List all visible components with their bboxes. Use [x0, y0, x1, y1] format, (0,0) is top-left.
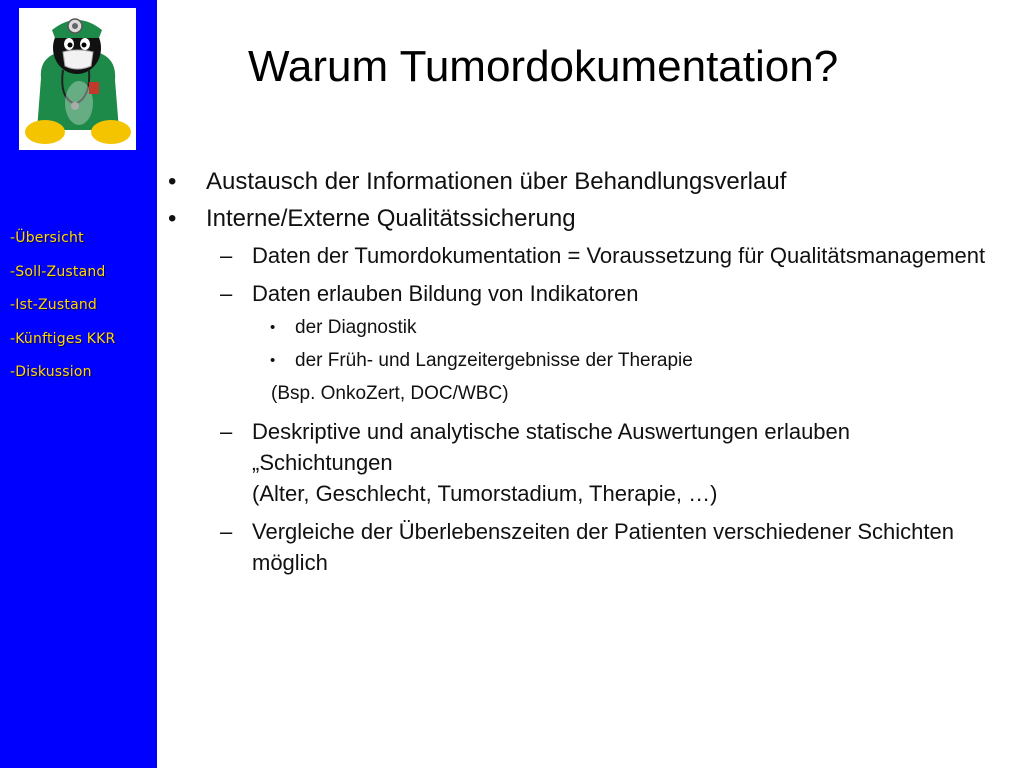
sidebar: [0, 0, 157, 768]
bullet-marker: •: [270, 352, 276, 369]
sub-bullet-text: Daten erlauben Bildung von Indikatoren: [252, 281, 639, 306]
sub-bullet-continuation: (Alter, Geschlecht, Tumorstadium, Therapie, …): [252, 481, 718, 506]
nav-item-soll-zustand[interactable]: -Soll-Zustand: [10, 263, 106, 280]
sub-bullet-text: Vergleiche der Überlebenszeiten der Patienten verschiedener Schichten möglich: [252, 519, 954, 575]
dash-marker: –: [220, 243, 233, 268]
sub-bullet-text: Deskriptive und analytische statische Auswertungen erlauben „Schichtungen: [252, 419, 851, 475]
example-note-text: (Bsp. OnkoZert, DOC/WBC): [271, 383, 509, 404]
sidebar-nav: [10, 230, 115, 398]
bullet-item: [166, 203, 986, 234]
slide-content: [166, 166, 986, 585]
bullet-text: Interne/Externe Qualitätssicherung: [206, 205, 576, 232]
nav-item-ist-zustand[interactable]: -Ist-Zustand: [10, 297, 98, 313]
slide-title: Warum Tumordokumentation?: [248, 42, 839, 91]
sub-sub-bullet-text: der Früh- und Langzeitergebnisse der Therapie: [295, 350, 693, 371]
example-note: [166, 382, 986, 406]
bullet-item: [166, 166, 986, 197]
sub-bullet-item: [166, 416, 986, 509]
sub-sub-bullet-text: der Diagnostik: [295, 317, 417, 338]
bullet-text: Austausch der Informationen über Behandlungsverlauf: [206, 168, 787, 195]
sub-bullet-item: [166, 240, 986, 271]
sub-sub-bullet-item: [166, 349, 986, 373]
bullet-marker: •: [168, 205, 177, 232]
bullet-marker: •: [168, 168, 177, 195]
dash-marker: –: [220, 419, 233, 444]
sub-bullet-item: [166, 278, 986, 309]
sub-bullet-text: Daten der Tumordokumentation = Voraussetzung für Qualitätsmanagement: [252, 243, 986, 268]
sub-bullet-item: [166, 516, 986, 578]
dash-marker: –: [220, 519, 233, 544]
sub-sub-bullet-item: [166, 316, 986, 340]
dash-marker: –: [220, 281, 233, 306]
nav-item-diskussion[interactable]: -Diskussion: [10, 364, 92, 380]
nav-item-kuenftiges-kkr[interactable]: -Künftiges KKR: [10, 330, 116, 347]
bullet-marker: •: [270, 319, 276, 336]
nav-item-uebersicht[interactable]: -Übersicht: [10, 230, 84, 246]
penguin-doctor-icon: [19, 8, 136, 150]
